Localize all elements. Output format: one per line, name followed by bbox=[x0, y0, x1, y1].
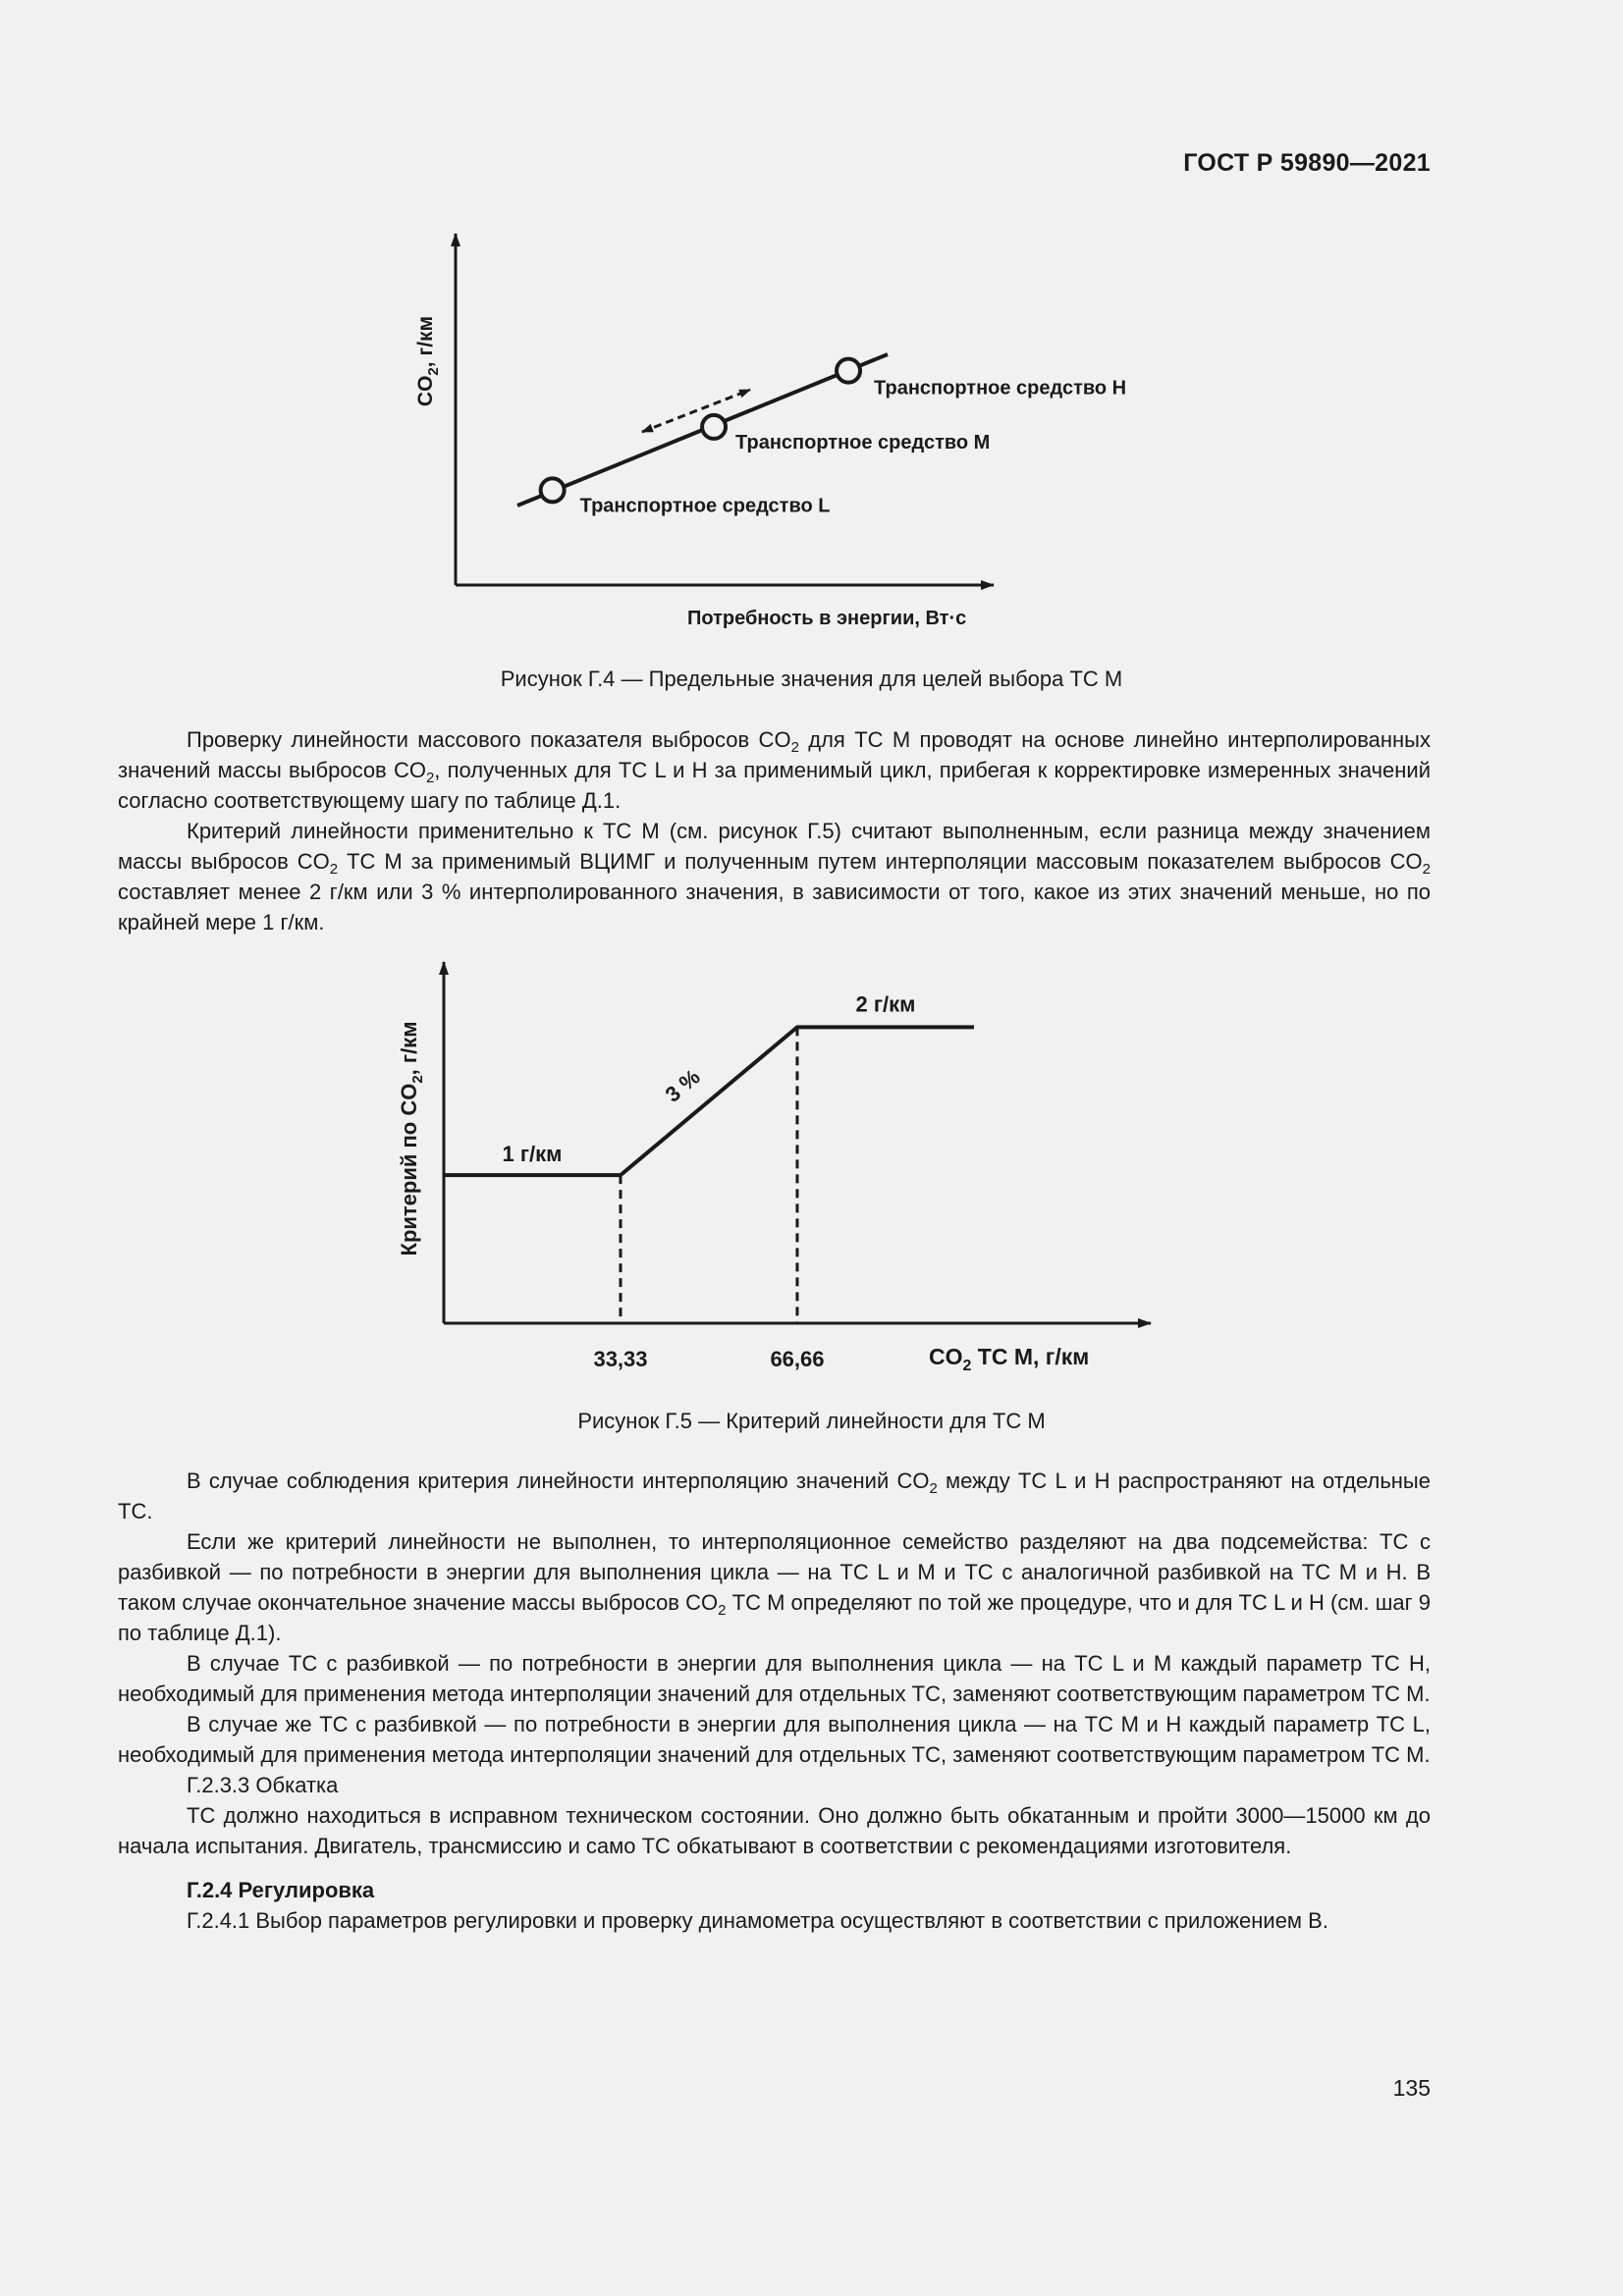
x-axis-label: $CO_2$ ТС М, г/км bbox=[929, 1344, 1090, 1374]
paragraph: В случае ТС с разбивкой — по потребности в энергии для выполнения цикла — на ТС L и М каждый параметр ТС H, необходимый для применения метода интерполяции значений для отдельных ТС, заменяют соответствующим параметром ТС М. bbox=[118, 1651, 1431, 1706]
subsection-title: Г.2.3.3 Обкатка bbox=[187, 1773, 339, 1797]
figure-5-caption: Рисунок Г.5 — Критерий линейности для ТС М bbox=[577, 1409, 1046, 1433]
figure-4 bbox=[0, 0, 1623, 707]
figure-4-caption: Рисунок Г.4 — Предельные значения для целей выбора ТС М bbox=[500, 667, 1123, 691]
figure-5 bbox=[0, 942, 1623, 1394]
vehicle-point bbox=[541, 478, 565, 502]
x-tick-label: 33,33 bbox=[593, 1347, 648, 1371]
annotation-slope: 3 % bbox=[660, 1064, 705, 1107]
paragraph: Г.2.4.1 Выбор параметров регулировки и проверку динамометра осуществляют в соответствии с приложением В. bbox=[187, 1908, 1328, 1933]
figure-5-chart bbox=[0, 942, 1623, 1394]
paragraph: Проверку линейности массового показателя выбросов $CO_2$ для ТС М проводят на основе линейно интерполированных значений массы выбросов $CO_2$, полученных для ТС L и H за применимый цикл, прибегая к корректировке измеренных значений согласно соответствующему шагу по таблице Д.1. bbox=[118, 727, 1431, 813]
vehicle-label: Транспортное средство H bbox=[874, 377, 1127, 400]
vehicle-point bbox=[837, 359, 860, 383]
paragraph: Критерий линейности применительно к ТС М (см. рисунок Г.5) считают выполненным, если разница между значением массы выбросов $CO_2$ ТС М за применимый ВЦИМГ и полученным путем интерполяции массовым показателем выбросов $CO_2$ составляет менее 2 г/км или 3 % интерполированного значения, в зависимости от того, какое из этих значений меньше, но по крайней мере 1 г/км. bbox=[118, 819, 1431, 934]
paragraph: В случае соблюдения критерия линейности интерполяцию значений $CO_2$ между ТС L и H распространяют на отдельные ТС. bbox=[118, 1468, 1431, 1523]
y-axis-label: Критерий по $CO_2$, г/км bbox=[397, 1021, 426, 1256]
paragraph: В случае же ТС с разбивкой — по потребности в энергии для выполнения цикла — на ТС М и H каждый параметр ТС L, необходимый для применения метода интерполяции значений для отдельных ТС, заменяют соответствующим параметром ТС М. bbox=[118, 1712, 1431, 1767]
x-tick-label: 66,66 bbox=[770, 1347, 825, 1371]
page-number: 135 bbox=[1392, 2075, 1431, 2101]
annotation-high: 2 г/км bbox=[855, 991, 916, 1017]
x-axis-label: Потребность в энергии, Вт·с bbox=[687, 608, 967, 629]
y-axis-label: $CO_2$, г/км bbox=[414, 315, 442, 407]
paragraph: Если же критерий линейности не выполнен, то интерполяционное семейство разделяют на два подсемейства: ТС с разбивкой — по потребности в энергии для выполнения цикла — на ТС L и М и ТС с аналогичной разбивкой на ТС М и H. В таком случае окончательное значение массы выбросов $CO_2$ ТС М определяют по той же процедуре, что и для ТС L и H (см. шаг 9 по таблице Д.1). bbox=[118, 1529, 1431, 1645]
text-block-1 bbox=[118, 724, 1431, 937]
text-block-2 bbox=[118, 1466, 1431, 1936]
annotation-low: 1 г/км bbox=[502, 1142, 563, 1167]
vehicle-label: Транспортное средство L bbox=[579, 495, 831, 517]
paragraph: ТС должно находиться в исправном техническом состоянии. Оно должно быть обкатанным и пройти 3000—15000 км до начала испытания. Двигатель, трансмиссию и само ТС обкатывают в соответствии с рекомендациями изготовителя. bbox=[118, 1803, 1431, 1858]
section-heading: Г.2.4 Регулировка bbox=[187, 1878, 375, 1902]
vehicle-point bbox=[702, 415, 726, 439]
vehicle-label: Транспортное средство M bbox=[735, 431, 991, 454]
shift-arrow bbox=[642, 390, 750, 432]
figure-4-chart bbox=[0, 0, 1623, 707]
document-id: ГОСТ Р 59890—2021 bbox=[1183, 149, 1431, 177]
